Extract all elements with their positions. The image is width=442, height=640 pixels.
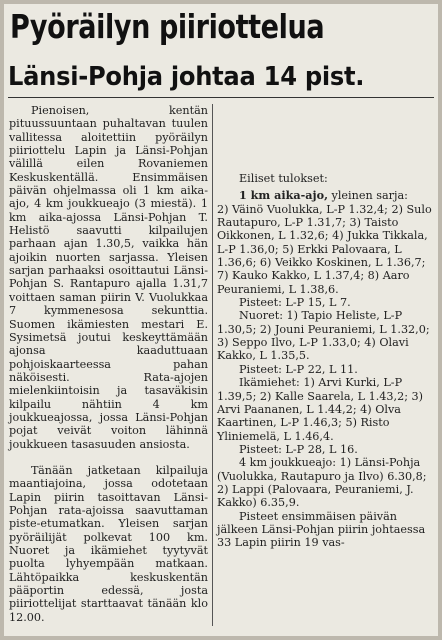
general-points: Pisteet: L-P 15, L 7. bbox=[239, 296, 351, 310]
event1-heading bbox=[217, 189, 433, 202]
column-divider bbox=[212, 104, 213, 626]
youth-results: Nuoret: 1) Tapio Heliste, L-P 1.30,5; 2) Jouni Peuraniemi, L 1.32,0; 3) Seppo Ilvo, L-P 1.33,0; 4) Olavi Kakko, L 1.35,5. bbox=[217, 309, 430, 363]
article-paragraph-2: Tänään jatketaan kilpailuja maantiajoina, jossa odotetaan Lapin piirin tasoittavan Länsi-Pohjan rata-ajoissa saavuttaman piste-etumatkan. Yleisen sarjan pyöräilijät polkevat 100 km. Nuoret ja ikämiehet tyytyvät puolta lyhyempään matkaan. Lähtöpaikka keskuskentän pääportin edessä, josta piiriottelijat starttaavat tänään klo 12.00. bbox=[9, 463, 208, 624]
article-column-right bbox=[217, 104, 433, 550]
results-heading bbox=[217, 172, 433, 185]
general-results: 2) Väinö Vuolukka, L-P 1.32,4; 2) Sulo Rautapuro, L-P 1.31,7; 3) Taisto Oikkonen, L 1.32,6; 4) Jukka Tikkala, L-P 1.36,0; 5) Erkki Palovaara, L 1.36,6; 6) Veikko Koskinen, L 1.36,7; 7) Kauko Kakko, L 1.37,4; 8) Aaro Peuraniemi, L 1.38,6. bbox=[217, 202, 432, 296]
event1-general-label: yleinen sarja: bbox=[331, 189, 408, 203]
subheadline: Länsi-Pohja johtaa 14 pist. bbox=[8, 62, 365, 92]
event1-title: 1 km aika-ajo, bbox=[239, 188, 328, 203]
article-paragraph-1: Pienoisen, kentän pituussuuntaan puhaltavan tuulen vallitessa aloitettiin pyöräilyn piiriottelu Lapin ja Länsi-Pohjan välillä eilen Rovaniemen Keskuskentällä. Ensimmäisen päivän ohjelmassa oli 1 km aika-ajo, 4 km joukkueajo (3 miestä). 1 km aika-ajossa Länsi-Pohjan T. Helistö saavutti kilpailujen parhaan ajan 1.30,5, vaikka hän ajoikin nuorten sarjassa. Yleisen sarjan parhaaksi osoittautui Länsi-Pohjan S. Rantapuro ajalla 1.31,7 voittaen saman piirin V. Vuolukkaa 7 kymmenesosa sekunttia. Suomen ikämiesten mestari E. Sysimetsä joutui keskeyttämään ajonsa kaaduttuaan pohjoiskaarteessa pahan näköisesti. Rata-ajojen mielenkiintoisin ja tasaväkisin kilpailu nähtiin 4 km joukkueajossa, jossa Länsi-Pohjan pojat veivät voiton lähinnä joukkueen tasasuuden ansiosta. bbox=[9, 104, 208, 451]
divider bbox=[8, 97, 434, 98]
summary: Pisteet ensimmäisen päivän jälkeen Länsi-Pohjan piirin johtaessa 33 Lapin piirin 19 vas- bbox=[217, 509, 426, 550]
results-heading-text: Eiliset tulokset: bbox=[239, 172, 328, 185]
team-results: 4 km joukkueajo: 1) Länsi-Pohja (Vuolukka, Rautapuro ja Ilvo) 6.30,8; 2) Lappi (Palovaara, Peuraniemi, J. Kakko) 6.35,9. bbox=[217, 456, 427, 510]
article-column-left bbox=[9, 104, 208, 624]
veterans-points: Pisteet: L-P 28, L 16. bbox=[239, 442, 358, 456]
youth-points: Pisteet: L-P 22, L 11. bbox=[239, 362, 358, 376]
veterans-results: Ikämiehet: 1) Arvi Kurki, L-P 1.39,5; 2) Kalle Saarela, L 1.43,2; 3) Arvi Paananen, L 1.44,2; 4) Olva Kaartinen, L-P 1.46,3; 5) Risto Yliniemelä, L 1.46,4. bbox=[217, 376, 424, 443]
headline: Pyöräilyn piiriottelua bbox=[10, 7, 325, 46]
